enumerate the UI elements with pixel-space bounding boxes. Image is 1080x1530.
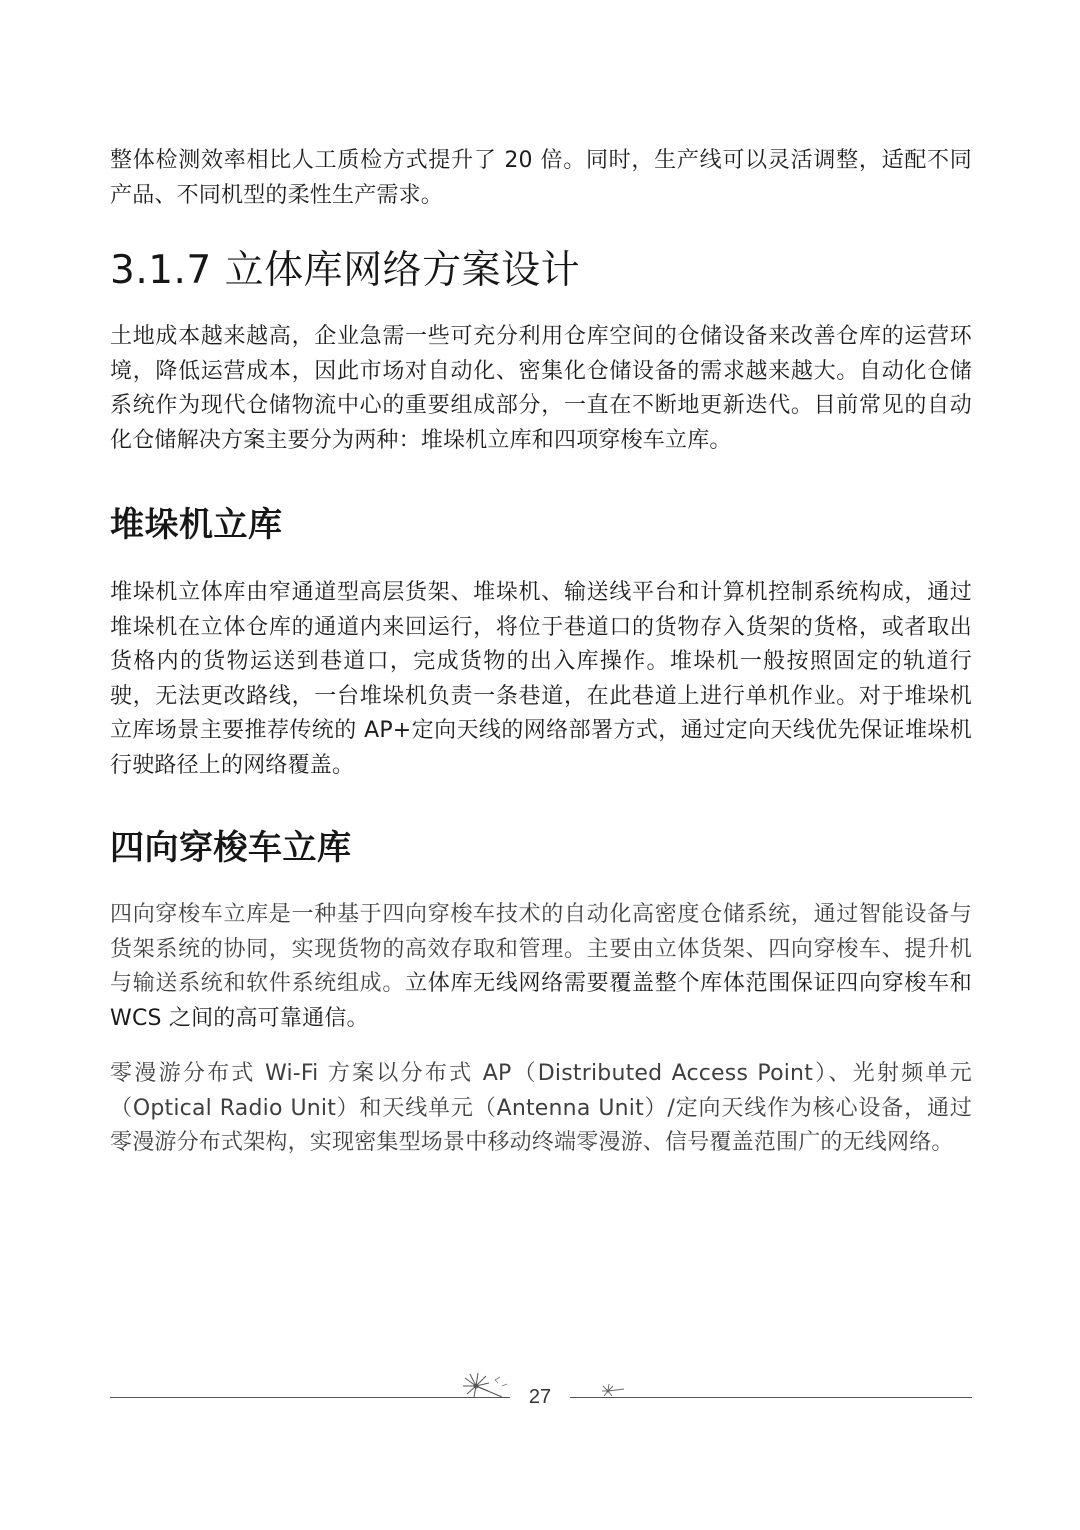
dandelion-icon (462, 1372, 510, 1400)
stacker-warehouse-paragraph: 堆垛机立体库由窄通道型高层货架、堆垛机、输送线平台和计算机控制系统构成，通过堆垛机在立体仓库的通道内来回运行，将位于巷道口的货物存入货架的货格，或者取出货格内的货物运送到巷道口，完成货物的出入库操作。堆垛机一般按照固定的轨道行驶，无法更改路线，一台堆垛机负责一条巷道，在此巷道上进行单机作业。对于堆垛机立库场景主要推荐传统的 AP+定向天线的网络部署方式，通过定向天线优先保证堆垛机行驶路径上的网络覆盖。 (110, 580, 972, 778)
shuttle-warehouse-heading: 四向穿梭车立库 (110, 828, 352, 868)
stacker-warehouse-heading: 堆垛机立库 (110, 505, 283, 545)
shuttle-intro-text: 四向穿梭车立库是一种基于四向穿梭车技术的自动化高密度仓储系统，通过智能设备与货架系统的协同，实现货物的高效存取和管理。主要由立体货架、四向穿梭车、提升机与输送系统和软件系统组成。 (110, 902, 972, 996)
footer-rule-right (570, 1397, 972, 1398)
shuttle-network-text: 立体库无线网络需要覆盖整个库体范围保证四向穿梭车和 WCS 之间的高可靠通信。 (110, 971, 972, 1031)
zero-roaming-paragraph: 零漫游分布式 Wi-Fi 方案以分布式 AP（Distributed Access Point）、光射频单元（Optical Radio Unit）和天线单元（Antenna Unit）/定向天线作为核心设备，通过零漫游分布式架构，实现密集型场景中移动终端零漫游、信号覆盖范围广的无线网络。 (110, 1061, 972, 1155)
footer-rule-left (110, 1397, 510, 1398)
shuttle-warehouse-paragraph (110, 898, 972, 1036)
intro-continued-paragraph: 整体检测效率相比人工质检方式提升了 20 倍。同时，生产线可以灵活调整，适配不同产品、不同机型的柔性生产需求。 (110, 148, 972, 208)
section-intro-paragraph: 土地成本越来越高，企业急需一些可充分利用仓库空间的仓储设备来改善仓库的运营环境，降低运营成本，因此市场对自动化、密集化仓储设备的需求越来越大。自动化仓储系统作为现代仓储物流中心的重要组成部分，一直在不断地更新迭代。目前常见的自动化仓储解决方案主要分为两种：堆垛机立库和四项穿梭车立库。 (110, 324, 972, 453)
page-number: 27 (528, 1386, 552, 1408)
section-title: 3.1.7 立体库网络方案设计 (110, 248, 581, 293)
dandelion-seed-icon (600, 1382, 628, 1398)
document-page (110, 0, 972, 1530)
